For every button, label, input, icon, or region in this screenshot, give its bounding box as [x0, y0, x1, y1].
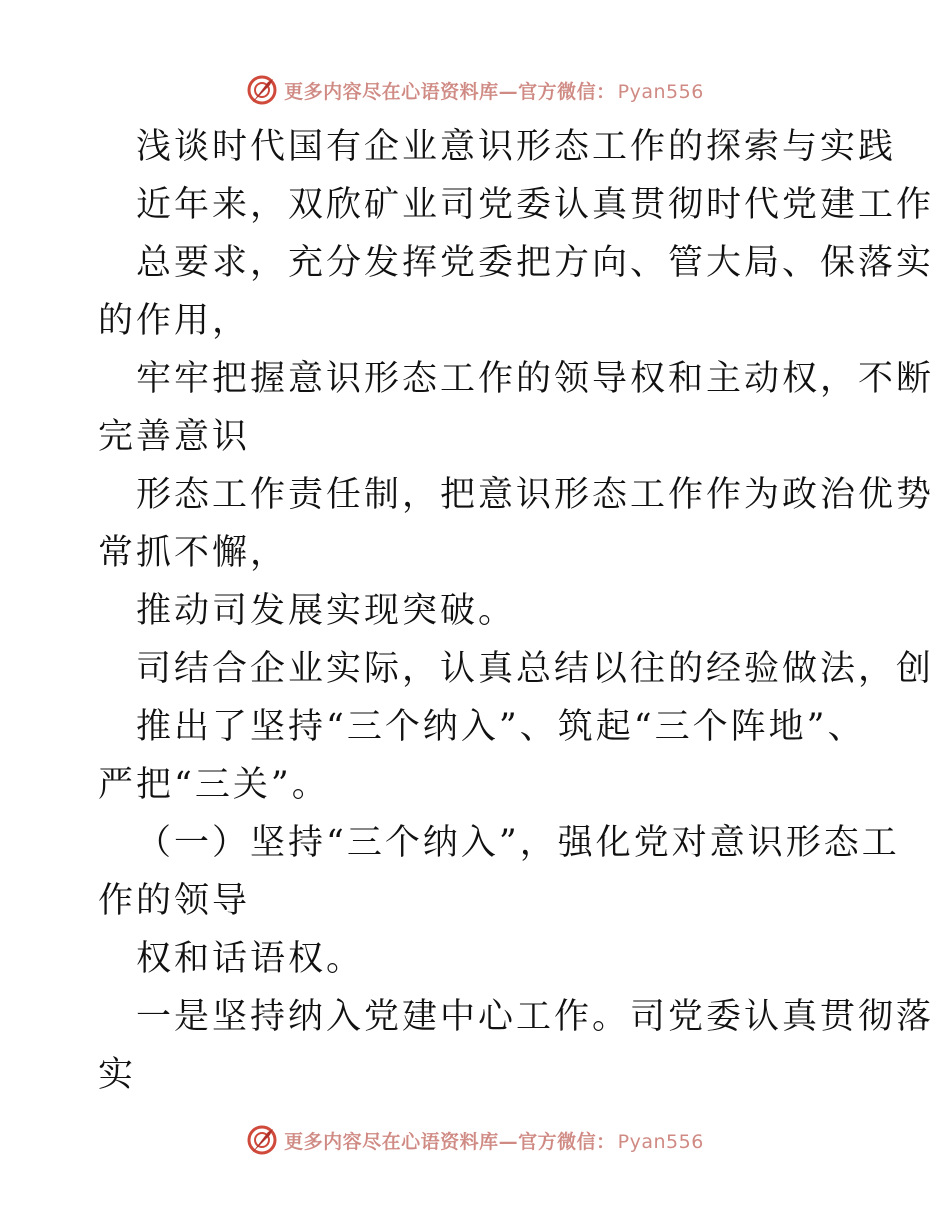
- text-line: 一是坚持纳入党建中心工作。司党委认真贯彻落: [136, 997, 935, 1037]
- text-line: （一）坚持“三个纳入”，强化党对意识形态工: [136, 823, 900, 863]
- text-line: 近年来，双欣矿业司党委认真贯彻时代党建工作: [136, 185, 935, 225]
- watermark-text: 更多内容尽在心语资料库—官方微信： Pyan556: [284, 80, 704, 103]
- text-line: 司结合企业实际，认真总结以往的经验做法，创: [136, 649, 935, 689]
- watermark-banner-top: [0, 70, 950, 110]
- text-line: 浅谈时代国有企业意识形态工作的探索与实践: [136, 127, 897, 167]
- quill-logo-icon: [246, 1124, 278, 1156]
- watermark-banner-bottom: [0, 1120, 950, 1160]
- text-line: 完善意识: [98, 417, 251, 457]
- text-line: 形态工作责任制，把意识形态工作作为政治优势: [136, 475, 935, 515]
- text-line: 推动司发展实现突破。: [136, 591, 517, 631]
- watermark-handle: Pyan556: [617, 1130, 704, 1153]
- quill-logo-icon: [246, 74, 278, 106]
- text-line: 权和话语权。: [136, 939, 365, 979]
- text-line: 总要求，充分发挥党委把方向、管大局、保落实: [136, 243, 935, 283]
- watermark-text: 更多内容尽在心语资料库—官方微信： Pyan556: [284, 1130, 704, 1153]
- text-line: 推出了坚持“三个纳入”、筑起“三个阵地”、: [136, 707, 866, 747]
- text-line: 严把“三关”。: [98, 765, 330, 805]
- text-line: 实: [98, 1055, 137, 1095]
- text-line: 牢牢把握意识形态工作的领导权和主动权，不断: [136, 359, 935, 399]
- watermark-handle: Pyan556: [617, 80, 704, 103]
- text-line: 作的领导: [98, 881, 251, 921]
- text-line: 的作用，: [98, 301, 251, 341]
- text-line: 常抓不懈，: [98, 533, 289, 573]
